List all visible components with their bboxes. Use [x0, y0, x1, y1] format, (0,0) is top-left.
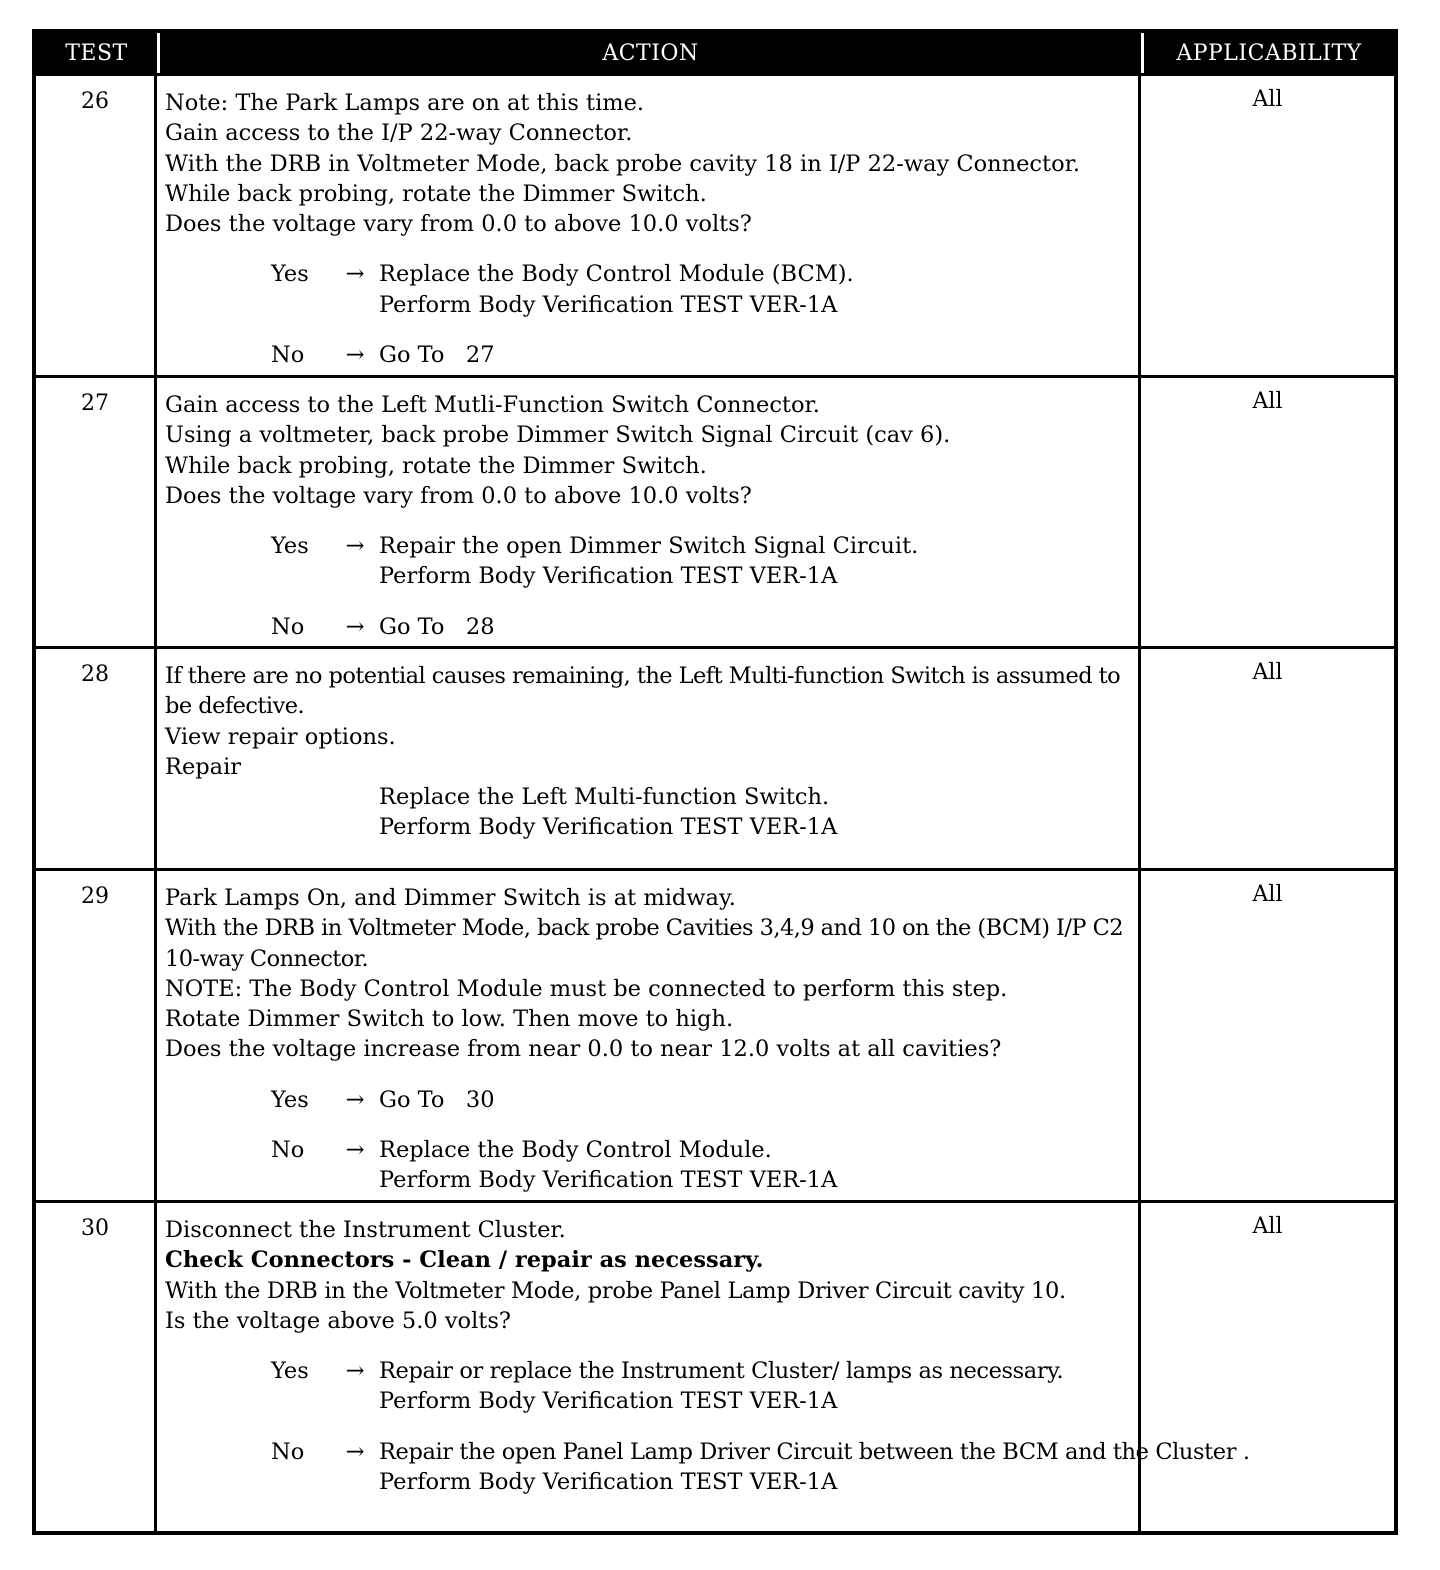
arrow-icon: → — [345, 342, 365, 369]
option-yes — [271, 259, 1132, 320]
action-line: With the DRB in Voltmeter Mode, back probe Cavities 3,4,9 and 10 on the (BCM) I/P C2 10-way Connector. — [165, 915, 1124, 972]
action-line: With the DRB in the Voltmeter Mode, probe Panel Lamp Driver Circuit cavity 10. — [165, 1277, 1066, 1304]
action-line: Disconnect the Instrument Cluster. — [165, 1217, 566, 1243]
action-cell — [157, 646, 1141, 868]
action-cell — [157, 868, 1141, 1200]
arrow-icon: → — [345, 261, 365, 288]
action-line: Gain access to the I/P 22-way Connector. — [165, 120, 633, 147]
arrow-icon: → — [345, 1358, 365, 1385]
test-number: 30 — [36, 1200, 157, 1531]
action-line: Rotate Dimmer Switch to low. Then move to high. — [165, 1006, 734, 1033]
arrow-icon: → — [345, 1438, 365, 1465]
option-text: Go To 28 — [379, 613, 495, 640]
option-text: Replace the Body Control Module. — [379, 1137, 772, 1164]
option-text: Go To 27 — [379, 342, 495, 369]
applicability: All — [1141, 1200, 1394, 1531]
header-test: TEST — [36, 33, 157, 73]
repair-label: Repair — [165, 753, 242, 780]
option-yes — [271, 1085, 1132, 1115]
diagnostic-table — [32, 29, 1398, 1535]
option-label: No — [271, 1438, 305, 1465]
option-label: Yes — [271, 261, 309, 288]
option-label: No — [271, 342, 305, 369]
option-text: Perform Body Verification TEST VER-1A — [379, 1388, 838, 1415]
action-line: If there are no potential causes remaining, the Left Multi-function Switch is assumed to be defective. — [165, 663, 1121, 720]
action-line: Is the voltage above 5.0 volts? — [165, 1307, 511, 1334]
test-number: 26 — [36, 73, 157, 375]
applicability: All — [1141, 868, 1394, 1200]
action-cell — [157, 73, 1141, 375]
option-text: Perform Body Verification TEST VER-1A — [379, 563, 838, 590]
option-text: Perform Body Verification TEST VER-1A — [379, 291, 838, 318]
header-action: ACTION — [157, 33, 1141, 73]
repair-text — [379, 782, 1132, 843]
action-line: Gain access to the Left Mutli-Function Switch Connector. — [165, 392, 820, 418]
action-line: Park Lamps On, and Dimmer Switch is at midway. — [165, 885, 736, 911]
option-no — [271, 340, 1132, 370]
option-text: Repair the open Dimmer Switch Signal Circuit. — [379, 533, 919, 560]
option-label: Yes — [271, 533, 309, 560]
option-text: Go To 30 — [379, 1086, 495, 1113]
option-label: No — [271, 613, 305, 640]
option-yes — [271, 1356, 1132, 1417]
test-number: 29 — [36, 868, 157, 1200]
option-label: No — [271, 1137, 305, 1164]
action-line-bold: Check Connectors - Clean / repair as necessary. — [165, 1247, 764, 1274]
option-no — [271, 1135, 1132, 1196]
action-line: While back probing, rotate the Dimmer Switch. — [165, 452, 707, 479]
header-applicability: APPLICABILITY — [1141, 33, 1394, 73]
arrow-icon: → — [345, 1137, 365, 1164]
action-line: View repair options. — [165, 723, 396, 750]
action-line: Does the voltage vary from 0.0 to above 10.0 volts? — [165, 211, 752, 238]
action-line: Does the voltage vary from 0.0 to above 10.0 volts? — [165, 482, 752, 509]
action-cell — [157, 1200, 1250, 1531]
option-yes — [271, 531, 1132, 592]
arrow-icon: → — [345, 1086, 365, 1113]
action-line: NOTE: The Body Control Module must be connected to perform this step. — [165, 975, 1008, 1002]
arrow-icon: → — [345, 613, 365, 640]
option-text: Repair the open Panel Lamp Driver Circuit between the BCM and the Cluster . — [379, 1438, 1250, 1465]
applicability: All — [1141, 646, 1394, 868]
repair-line: Perform Body Verification TEST VER-1A — [379, 814, 838, 841]
option-text: Perform Body Verification TEST VER-1A — [379, 1469, 838, 1496]
action-cell — [157, 375, 1141, 646]
option-label: Yes — [271, 1358, 309, 1385]
applicability: All — [1141, 375, 1394, 646]
option-label: Yes — [271, 1086, 309, 1113]
test-number: 28 — [36, 646, 157, 868]
applicability: All — [1141, 73, 1394, 375]
action-line: With the DRB in Voltmeter Mode, back probe cavity 18 in I/P 22-way Connector. — [165, 150, 1081, 177]
option-text: Replace the Body Control Module (BCM). — [379, 261, 854, 288]
action-line: While back probing, rotate the Dimmer Switch. — [165, 180, 707, 207]
action-line: Using a voltmeter, back probe Dimmer Switch Signal Circuit (cav 6). — [165, 422, 951, 449]
option-no — [271, 1437, 1250, 1498]
action-line: Note: The Park Lamps are on at this time. — [165, 90, 645, 116]
option-text: Perform Body Verification TEST VER-1A — [379, 1167, 838, 1194]
option-no — [271, 612, 1132, 642]
action-line: Does the voltage increase from near 0.0 to near 12.0 volts at all cavities? — [165, 1036, 1002, 1063]
test-number: 27 — [36, 375, 157, 646]
repair-line: Replace the Left Multi-function Switch. — [379, 784, 830, 811]
option-text: Repair or replace the Instrument Cluster/ lamps as necessary. — [379, 1358, 1064, 1385]
arrow-icon: → — [345, 533, 365, 560]
